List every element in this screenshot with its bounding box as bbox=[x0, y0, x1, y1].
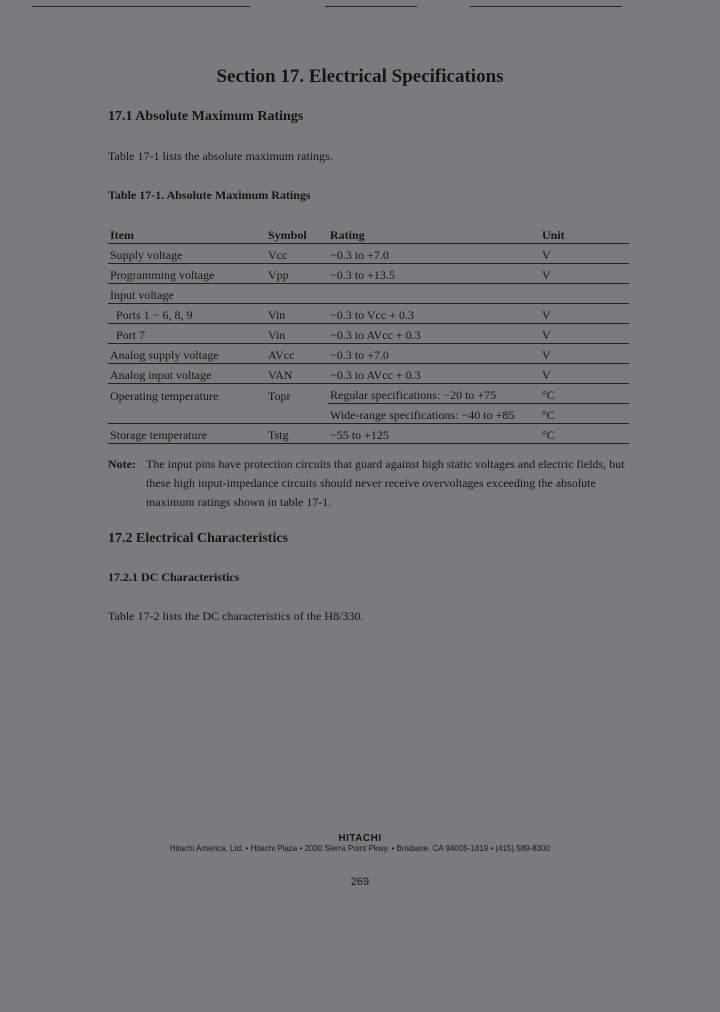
table-row bbox=[108, 404, 629, 424]
table-note bbox=[108, 455, 628, 512]
cell-rating: −0.3 to +13.5 bbox=[328, 264, 540, 284]
cell-symbol: Tstg bbox=[266, 424, 328, 444]
cell-unit: V bbox=[540, 344, 629, 364]
top-rule bbox=[470, 6, 622, 7]
cell-rating: −0.3 to AVcc + 0.3 bbox=[328, 324, 540, 344]
brand-logo-text: HITACHI bbox=[338, 833, 382, 844]
cell-rating: Regular specifications: −20 to +75 bbox=[328, 384, 540, 404]
cell-rating bbox=[328, 284, 540, 304]
page-number: 269 bbox=[350, 876, 370, 888]
cell-symbol: AVcc bbox=[266, 344, 328, 364]
cell-unit: V bbox=[540, 304, 629, 324]
cell-unit bbox=[540, 284, 629, 304]
top-rule bbox=[32, 6, 250, 7]
cell-item: Operating temperature bbox=[110, 388, 219, 403]
table-row bbox=[108, 384, 629, 404]
header-symbol: Symbol bbox=[266, 224, 328, 244]
cell-symbol: Vcc bbox=[266, 244, 328, 264]
table-row bbox=[108, 304, 629, 324]
cell-rating: −0.3 to AVcc + 0.3 bbox=[328, 364, 540, 384]
cell-unit: V bbox=[540, 324, 629, 344]
table-row bbox=[108, 344, 629, 364]
cell-item: Analog input voltage bbox=[108, 364, 266, 384]
note-text: The input pins have protection circuits that guard against high static voltages and electric fields, but these high input-impedance circuits should never receive overvoltages exceeding the absolute maximum ratings shown in table 17-1. bbox=[146, 457, 625, 509]
cell-unit: °C bbox=[540, 424, 629, 444]
table-row bbox=[108, 324, 629, 344]
table-row bbox=[108, 364, 629, 384]
subsection-heading-17-2-1: 17.2.1 DC Characteristics bbox=[108, 570, 240, 584]
cell-symbol bbox=[266, 284, 328, 304]
table-header-row bbox=[108, 224, 629, 244]
header-unit: Unit bbox=[540, 224, 629, 244]
section-heading-17-2: 17.2 Electrical Characteristics bbox=[108, 531, 288, 546]
table-row bbox=[108, 264, 629, 284]
cell-item: Ports 1 − 6, 8, 9 bbox=[108, 304, 266, 324]
cell-item: Port 7 bbox=[108, 324, 266, 344]
cell-rating: −0.3 to +7.0 bbox=[328, 244, 540, 264]
cell-rating: −55 to +125 bbox=[328, 424, 540, 444]
cell-rating: −0.3 to Vcc + 0.3 bbox=[328, 304, 540, 324]
header-item: Item bbox=[108, 224, 266, 244]
cell-item bbox=[108, 404, 266, 424]
cell-item: Input voltage bbox=[108, 284, 266, 304]
page-title: Section 17. Electrical Specifications bbox=[216, 66, 504, 87]
cell-unit: V bbox=[540, 264, 629, 284]
cell-symbol: Vin bbox=[266, 324, 328, 344]
note-label: Note: bbox=[108, 457, 136, 471]
cell-item: Analog supply voltage bbox=[108, 344, 266, 364]
cell-symbol: Vpp bbox=[266, 264, 328, 284]
cell-symbol bbox=[266, 404, 328, 424]
table-row bbox=[108, 424, 629, 444]
ratings-table bbox=[108, 224, 629, 444]
intro-paragraph: Table 17-1 lists the absolute maximum ratings. bbox=[108, 149, 333, 163]
table-row bbox=[108, 284, 629, 304]
cell-symbol: Vin bbox=[266, 304, 328, 324]
cell-item: Storage temperature bbox=[108, 424, 266, 444]
cell-item: Supply voltage bbox=[108, 244, 266, 264]
cell-unit: °C bbox=[540, 404, 629, 424]
cell-symbol: Topr bbox=[268, 388, 291, 403]
footer-address: Hitachi America, Ltd. • Hitachi Plaza • 2000 Sierra Point Pkwy. • Brisbane, CA 94005-1819 • (415) 589-8300 bbox=[169, 844, 551, 853]
cell-rating: Wide-range specifications: −40 to +85 bbox=[328, 404, 540, 424]
top-rule bbox=[325, 6, 417, 7]
cell-unit: V bbox=[540, 364, 629, 384]
table-row bbox=[108, 244, 629, 264]
cell-unit: °C bbox=[540, 384, 629, 404]
cell-rating: −0.3 to +7.0 bbox=[328, 344, 540, 364]
table-title: Table 17-1. Absolute Maximum Ratings bbox=[108, 188, 311, 202]
cell-unit: V bbox=[540, 244, 629, 264]
section-heading-17-1: 17.1 Absolute Maximum Ratings bbox=[108, 109, 304, 124]
cell-item: Programming voltage bbox=[108, 264, 266, 284]
dc-intro-paragraph: Table 17-2 lists the DC characteristics of the H8/330. bbox=[108, 609, 364, 623]
header-rating: Rating bbox=[328, 224, 540, 244]
cell-symbol: VAN bbox=[266, 364, 328, 384]
